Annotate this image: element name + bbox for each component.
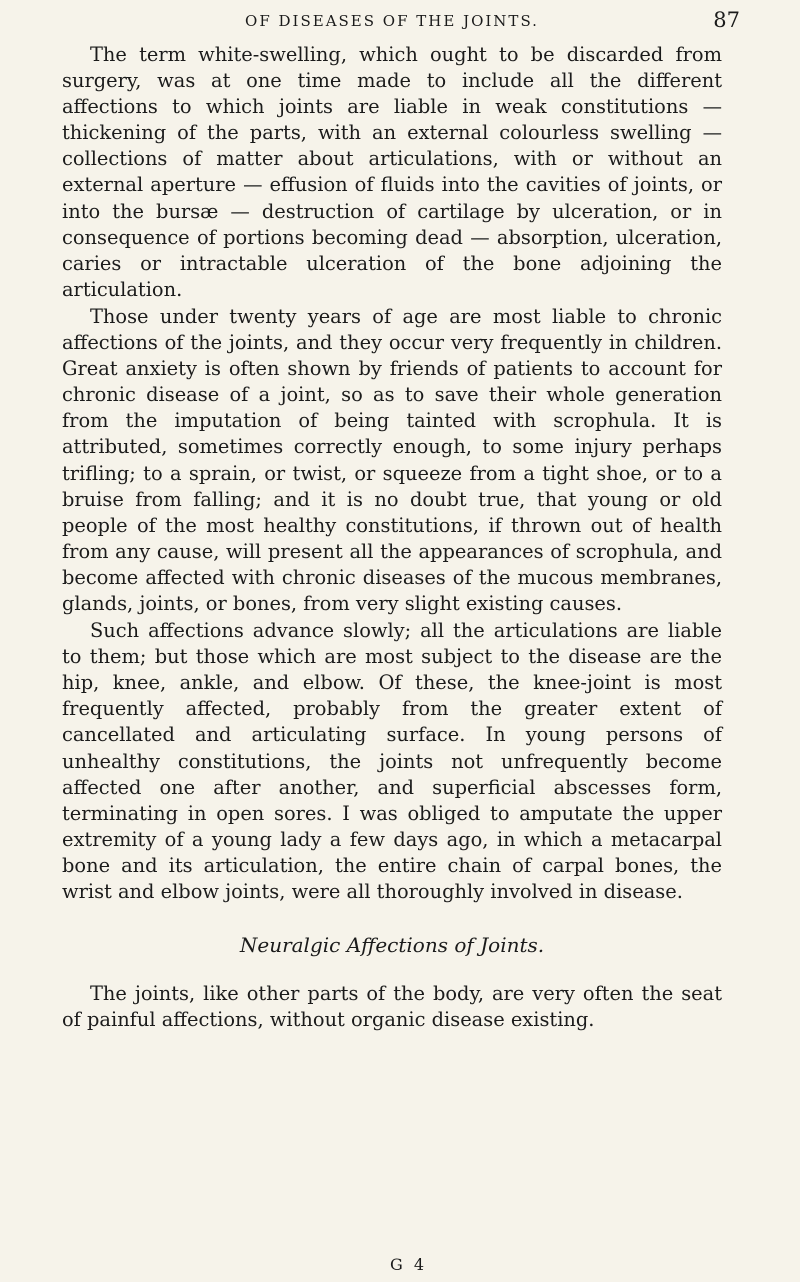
section-heading: Neuralgic Affections of Joints. xyxy=(239,933,545,958)
running-title: OF DISEASES OF THE JOINTS. xyxy=(245,12,539,30)
paragraph-white-swelling: The term white-swelling, which ought to be discarded from surgery, was at one time made to include all the different affections to which joints are liable in weak constitutions — thickening of the parts, with an external colourless swelling — collections of matter about articulations, with or without an external aperture — effusion of fluids into the cavities of joints, or into the bursæ — destruction of cartilage by ulceration, or in consequence of portions becoming dead — absorption, ulceration, caries or intractable ulceration of the bone adjoining the articulation. xyxy=(62,43,722,301)
running-header xyxy=(62,6,740,42)
paragraph-neuralgic: The joints, like other parts of the body, are very often the seat of painful affections, without organic disease existing. xyxy=(62,982,722,1032)
paragraph-articulations: Such affections advance slowly; all the articulations are liable to them; but those which are most subject to the disease are the hip, knee, ankle, and elbow. Of these, the knee-joint is most frequently affected, probably from the greater extent of cancellated and articulating surface. In young persons of unhealthy constitutions, the joints not unfrequently become affected one after another, and superficial abscesses form, terminating in open sores. I was obliged to amputate the upper extremity of a young lady a few days ago, in which a metacarpal bone and its articulation, the entire chain of carpal bones, the wrist and elbow joints, were all thoroughly involved in disease. xyxy=(62,619,722,903)
paragraph-chronic-affections: Those under twenty years of age are most liable to chronic affections of the joints, and they occur very frequently in children. Great anxiety is often shown by friends of patients to account for chronic disease of a joint, so as to save their whole generation from the imputation of being tainted with scrophula. It is attributed, sometimes correctly enough, to some injury perhaps trifling; to a sprain, or twist, or squeeze from a tight shoe, or to a bruise from falling; and it is no doubt true, that young or old people of the most healthy constitutions, if thrown out of health from any cause, will present all the appearances of scrophula, and become affected with chronic diseases of the mucous membranes, glands, joints, or bones, from very slight existing causes. xyxy=(62,304,722,615)
book-page xyxy=(62,0,740,1034)
signature-mark: G 4 xyxy=(390,1255,428,1274)
page-number: 87 xyxy=(713,8,740,32)
